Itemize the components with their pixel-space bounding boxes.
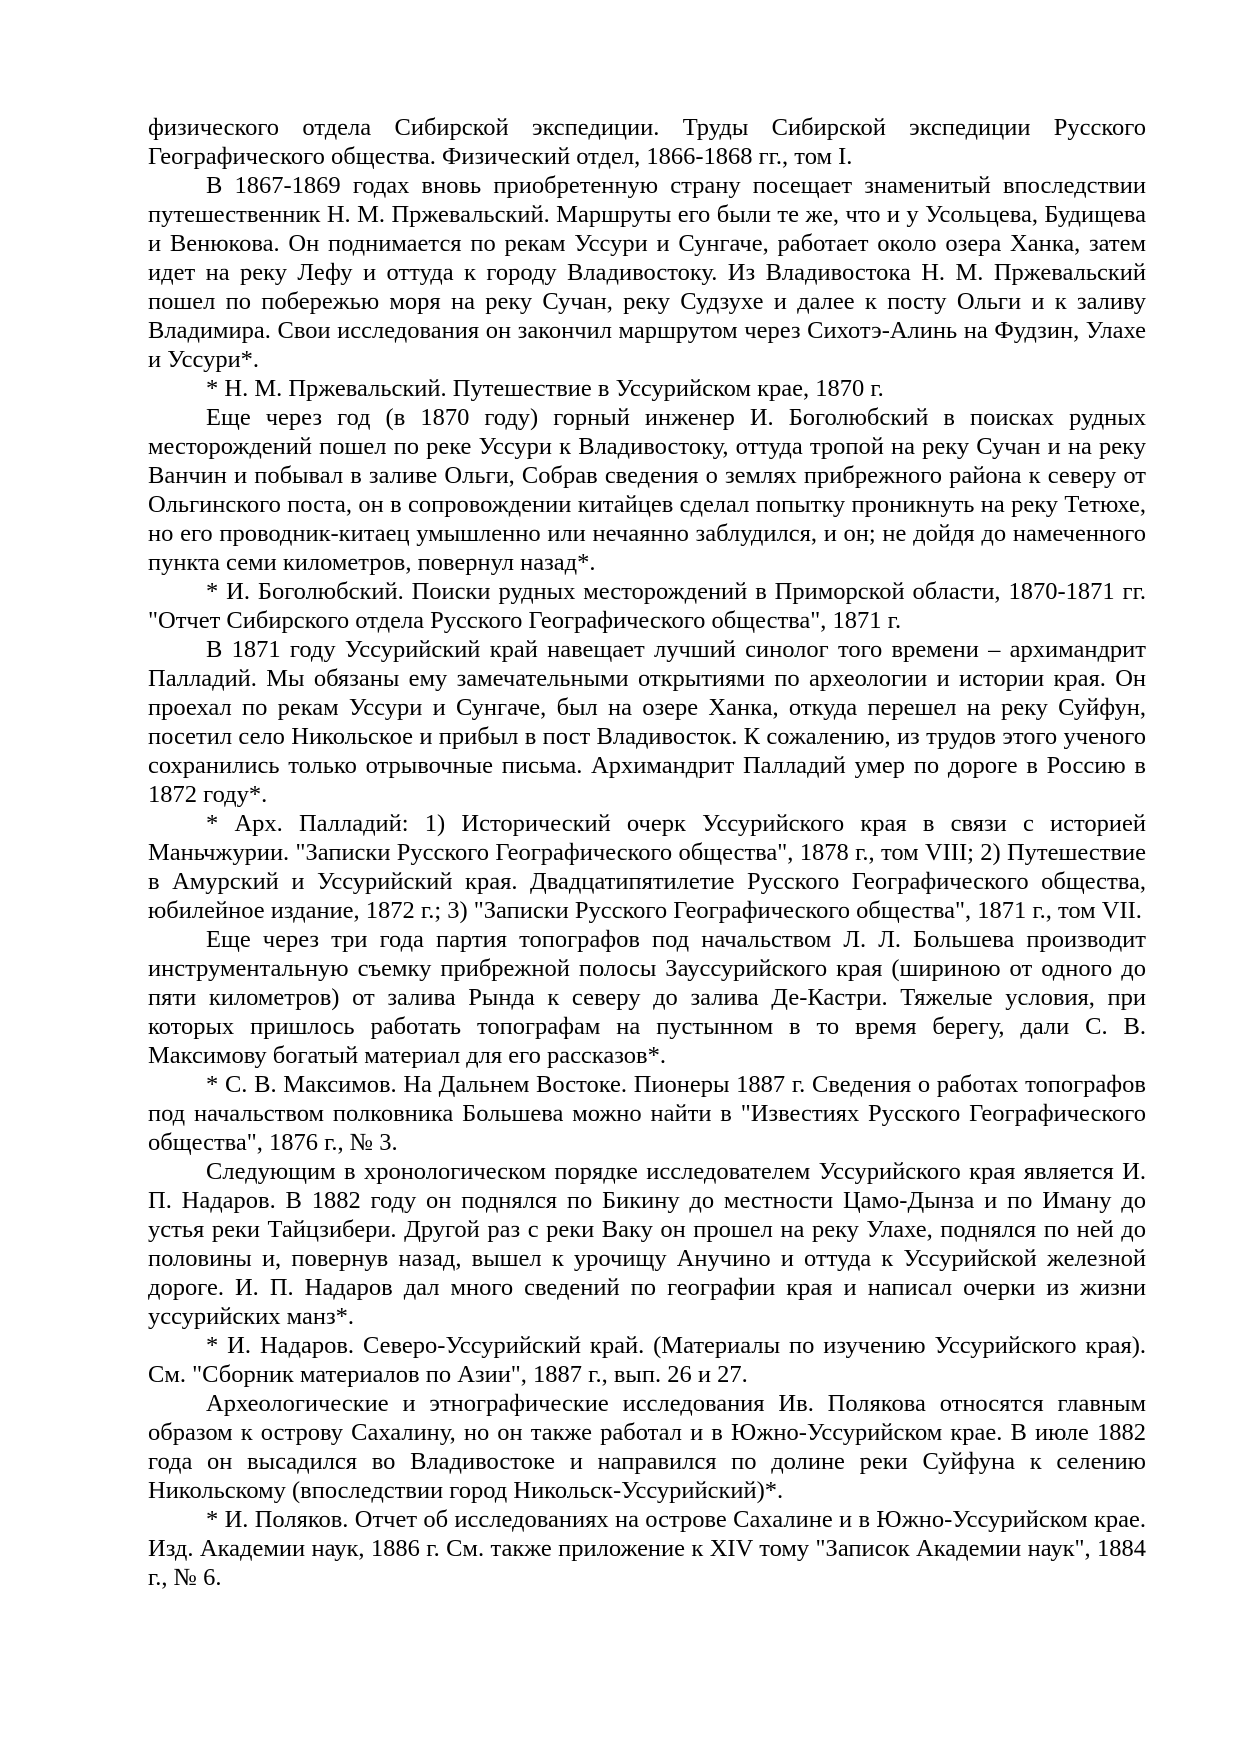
footnote-maksimov: * С. В. Максимов. На Дальнем Востоке. Пионеры 1887 г. Сведения о работах топографов под начальством полковника Большева можно найти в "Известиях Русского Географического общества", 1876 г., № 3. [148,1071,1146,1156]
paragraph-bogolyubsky: Еще через год (в 1870 году) горный инженер И. Боголюбский в поисках рудных месторождений пошел по реке Уссури к Владивостоку, оттуда тропой на реку Сучан и на реку Ванчин и побывал в заливе Ольги, Собрав сведения о землях прибрежного района к северу от Ольгинского поста, он в сопровождении китайцев сделал попытку проникнуть на реку Тетюхе, но его проводник-китаец умышленно или нечаянно заблудился, и он; не дойдя до намеченного пункта семи километров, повернул назад*. [148,404,1146,576]
paragraph-polyakov: Археологические и этнографические исследования Ив. Полякова относятся главным образом к острову Сахалину, но он также работал и в Южно-Уссурийском крае. В июле 1882 года он высадился во Владивостоке и направился по долине реки Суйфуна к селению Никольскому (впоследствии город Никольск-Уссурийский)*. [148,1390,1146,1504]
paragraph-nadarov: Следующим в хронологическом порядке исследователем Уссурийского края является И. П. Надаров. В 1882 году он поднялся по Бикину до местности Цамо-Дынза и по Иману до устья реки Тайцзибери. Другой раз с реки Ваку он прошел на реку Улахе, поднялся по ней до половины и, повернув назад, вышел к урочищу Анучино и оттуда к Уссурийской железной дороге. И. П. Надаров дал много сведений по географии края и написал очерки из жизни уссурийских манз*. [148,1158,1146,1330]
paragraph-przhevalsky: В 1867-1869 годах вновь приобретенную страну посещает знаменитый впоследствии путешественник Н. М. Пржевальский. Маршруты его были те же, что и у Усольцева, Будищева и Венюкова. Он поднимается по рекам Уссури и Сунгаче, работает около озера Ханка, затем идет на реку Лефу и оттуда к городу Владивостоку. Из Владивостока Н. М. Пржевальский пошел по побережью моря на реку Сучан, реку Судзухе и далее к посту Ольги и к заливу Владимира. Свои исследования он закончил маршрутом через Сихотэ-Алинь на Фудзин, Улахе и Уссури*. [148,172,1146,373]
document-page [148,113,1146,1592]
paragraph-palladiy: В 1871 году Уссурийский край навещает лучший синолог того времени – архимандрит Палладий. Мы обязаны ему замечательными открытиями по археологии и истории края. Он проехал по рекам Уссури и Сунгаче, был на озере Ханка, откуда перешел на реку Суйфун, посетил село Никольское и прибыл в пост Владивосток. К сожалению, из трудов этого ученого сохранились только отрывочные письма. Архимандрит Палладий умер по дороге в Россию в 1872 году*. [148,636,1146,808]
footnote-palladiy: * Арх. Палладий: 1) Исторический очерк Уссурийского края в связи с историей Маньчжурии. "Записки Русского Географического общества", 1878 г., том VIII; 2) Путешествие в Амурский и Уссурийский края. Двадцатипятилетие Русского Географического общества, юбилейное издание, 1872 г.; 3) "Записки Русского Географического общества", 1871 г., том VII. [148,810,1146,924]
footnote-polyakov: * И. Поляков. Отчет об исследованиях на острове Сахалине и в Южно-Уссурийском крае. Изд. Академии наук, 1886 г. См. также приложение к XIV тому "Записок Академии наук", 1884 г., № 6. [148,1506,1146,1591]
footnote-przhevalsky: * Н. М. Пржевальский. Путешествие в Уссурийском крае, 1870 г. [206,375,884,402]
footnote-nadarov: * И. Надаров. Северо-Уссурийский край. (Материалы по изучению Уссурийского края). См. "Сборник материалов по Азии", 1887 г., вып. 26 и 27. [148,1332,1146,1388]
footnote-bogolyubsky: * И. Боголюбский. Поиски рудных месторождений в Приморской области, 1870-1871 гг. "Отчет Сибирского отдела Русского Географического общества", 1871 г. [148,578,1146,634]
paragraph-bolshev: Еще через три года партия топографов под начальством Л. Л. Большева производит инструментальную съемку прибрежной полосы Зауссурийского края (шириною от одного до пяти километров) от залива Рында к северу до залива Де-Кастри. Тяжелые условия, при которых пришлось работать топографам на пустынном в то время берегу, дали С. В. Максимову богатый материал для его рассказов*. [148,926,1146,1069]
paragraph-continuation: физического отдела Сибирской экспедиции. Труды Сибирской экспедиции Русского Географического общества. Физический отдел, 1866-1868 гг., том I. [148,114,1146,170]
